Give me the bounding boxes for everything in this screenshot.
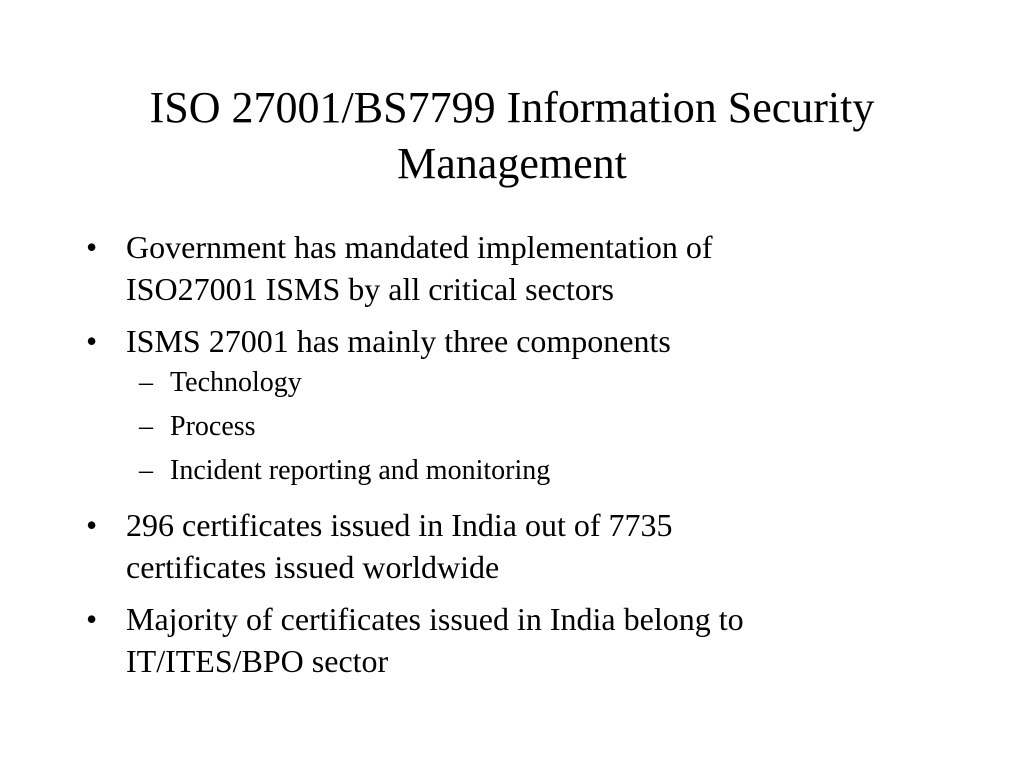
sub-item-process	[130, 410, 966, 444]
bullet-marker: •	[86, 507, 98, 543]
dash-marker: –	[139, 367, 153, 398]
bullet-text-line-2: IT/ITES/BPO sector	[126, 643, 389, 679]
bullet-item-certificates	[86, 504, 966, 588]
slide-title	[60, 80, 964, 192]
sub-item-incident	[130, 454, 966, 488]
bullet-text-line-1: ISMS 27001 has mainly three components	[126, 323, 671, 359]
bullet-item-majority	[86, 598, 966, 682]
sub-list-container	[86, 366, 966, 488]
sub-item-label: Incident reporting and monitoring	[170, 455, 551, 486]
sub-list	[126, 366, 966, 488]
bullet-text-line-1: Government has mandated implementation of	[126, 229, 713, 265]
bullet-text-line-2: ISO27001 ISMS by all critical sectors	[126, 271, 614, 307]
dash-marker: –	[139, 411, 153, 442]
bullet-item-components	[86, 320, 966, 362]
bullet-marker: •	[86, 323, 98, 359]
bullet-marker: •	[86, 601, 98, 637]
bullet-text-line-1: 296 certificates issued in India out of 7735	[126, 507, 673, 543]
sub-item-technology	[130, 366, 966, 400]
bullet-marker: •	[86, 229, 98, 265]
bullet-item-mandate	[86, 226, 966, 310]
sub-item-label: Process	[170, 411, 256, 442]
title-line-1: ISO 27001/BS7799 Information Security	[149, 83, 875, 132]
bullet-list	[86, 226, 966, 692]
title-line-2: Management	[397, 139, 627, 188]
sub-item-label: Technology	[170, 367, 302, 398]
dash-marker: –	[139, 455, 153, 486]
bullet-text-line-2: certificates issued worldwide	[126, 549, 500, 585]
bullet-text-line-1: Majority of certificates issued in India belong to	[126, 601, 744, 637]
